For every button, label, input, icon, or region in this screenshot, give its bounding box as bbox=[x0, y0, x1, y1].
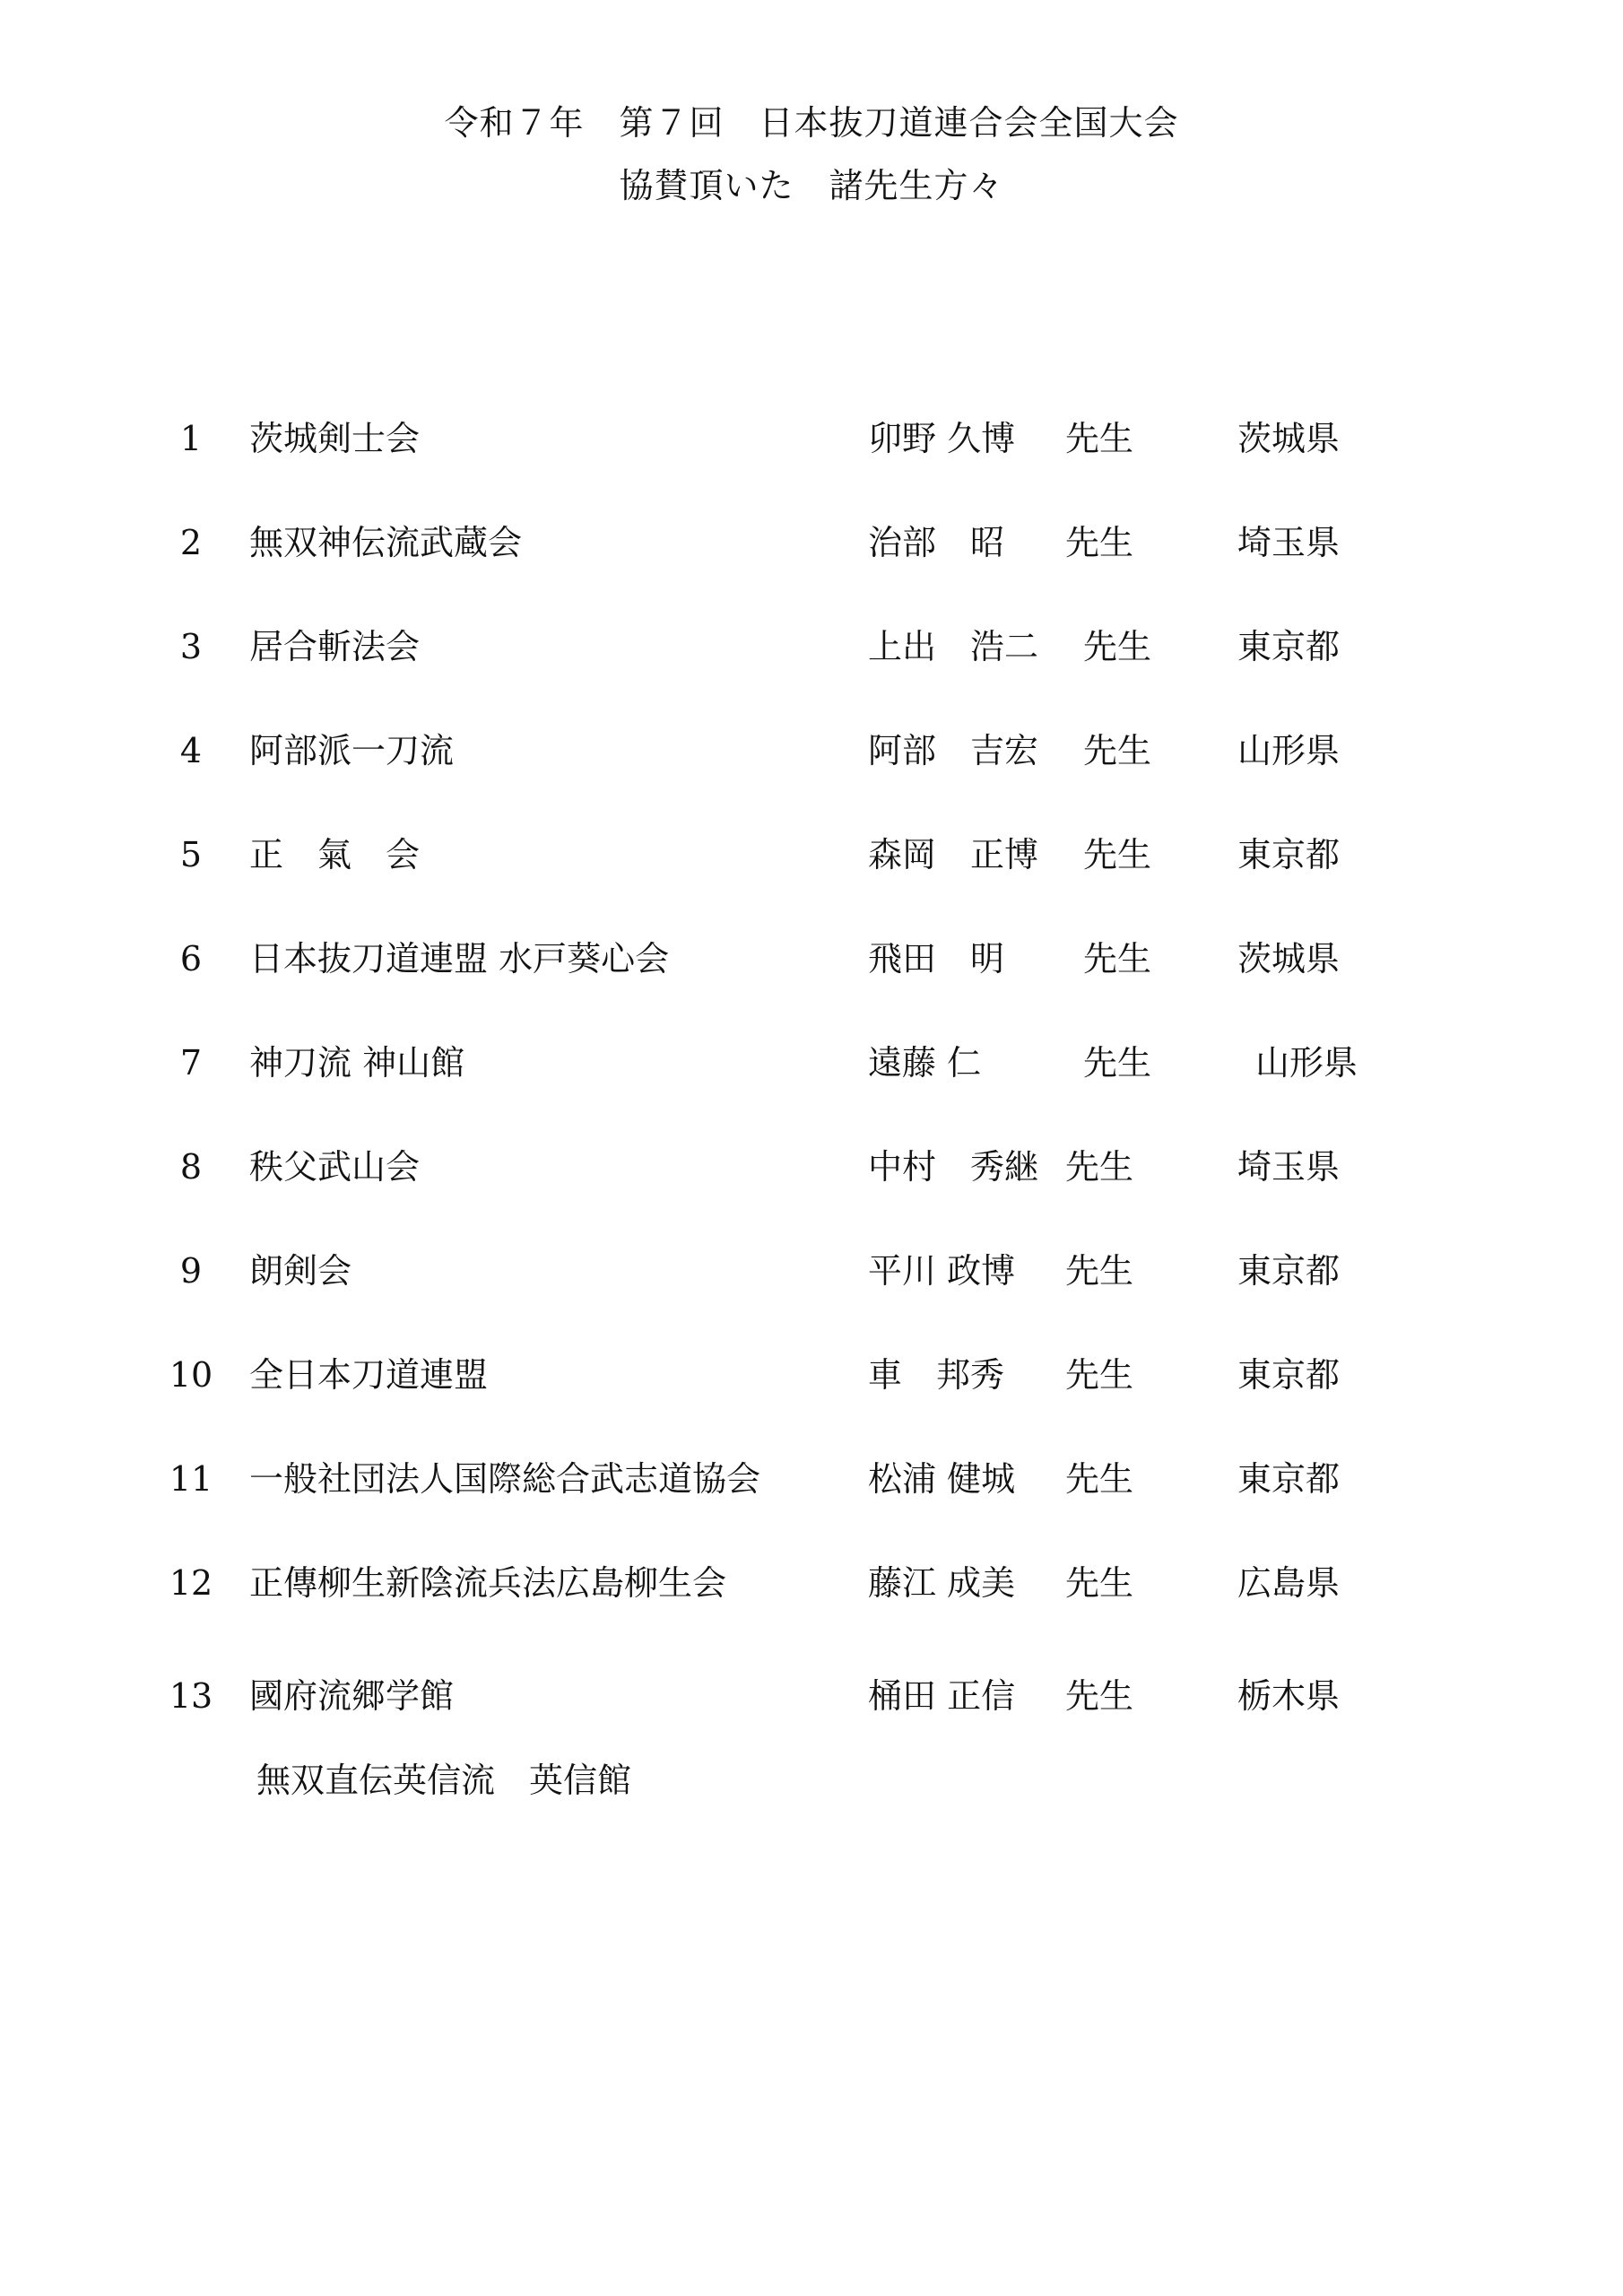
row-number: 2 bbox=[179, 523, 203, 562]
honorific: 先生 bbox=[1083, 835, 1152, 874]
organization-name: 阿部派一刀流 bbox=[249, 731, 455, 770]
teacher-name: 飛田 明 bbox=[868, 939, 1005, 978]
row-number: 3 bbox=[179, 627, 203, 666]
sponsor-row bbox=[0, 835, 1623, 883]
sponsor-row bbox=[0, 731, 1623, 778]
row-number: 5 bbox=[179, 835, 203, 874]
row-number: 7 bbox=[179, 1043, 203, 1083]
sponsor-row bbox=[0, 1563, 1623, 1611]
organization-name: 日本抜刀道連盟 水戸葵心会 bbox=[249, 939, 670, 978]
honorific: 先生 bbox=[1065, 1563, 1134, 1603]
prefecture: 埼玉県 bbox=[1237, 523, 1341, 562]
organization-name: 居合斬法会 bbox=[249, 627, 421, 666]
document-title: 令和７年 第７回 日本抜刀道連合会全国大会 bbox=[444, 103, 1179, 143]
teacher-name: 桶田 正信 bbox=[868, 1676, 1016, 1716]
sponsor-row bbox=[0, 419, 1623, 466]
honorific: 先生 bbox=[1065, 523, 1134, 562]
honorific: 先生 bbox=[1083, 939, 1152, 978]
teacher-name: 松浦 健城 bbox=[868, 1459, 1016, 1499]
prefecture: 東京都 bbox=[1237, 835, 1341, 874]
sponsor-row bbox=[0, 1459, 1623, 1507]
organization-name: 神刀流 神山館 bbox=[249, 1043, 465, 1083]
sponsor-row bbox=[0, 627, 1623, 674]
honorific: 先生 bbox=[1083, 1043, 1152, 1083]
prefecture: 山形県 bbox=[1255, 1043, 1358, 1083]
row-number: 11 bbox=[169, 1459, 213, 1499]
organization-name: 正 氣 会 bbox=[249, 835, 421, 874]
row-number: 8 bbox=[179, 1147, 203, 1187]
honorific: 先生 bbox=[1083, 731, 1152, 770]
organization-name: 全日本刀道連盟 bbox=[249, 1355, 489, 1395]
row-number: 12 bbox=[169, 1563, 213, 1603]
prefecture: 茨城県 bbox=[1237, 939, 1341, 978]
honorific: 先生 bbox=[1083, 627, 1152, 666]
organization-name: 秩父武山会 bbox=[249, 1147, 421, 1187]
teacher-name: 森岡 正博 bbox=[868, 835, 1039, 874]
teacher-name: 平川 政博 bbox=[868, 1251, 1016, 1291]
teacher-name: 藤江 成美 bbox=[868, 1563, 1016, 1603]
organization-name: 無双神伝流武蔵会 bbox=[249, 523, 523, 562]
row-number: 13 bbox=[169, 1676, 213, 1716]
prefecture: 山形県 bbox=[1237, 731, 1341, 770]
sponsor-row bbox=[0, 1251, 1623, 1299]
sponsor-row bbox=[0, 1676, 1623, 1724]
sponsor-row bbox=[0, 939, 1623, 987]
honorific: 先生 bbox=[1065, 1459, 1134, 1499]
organization-name-secondary: 無双直伝英信流 英信館 bbox=[256, 1761, 632, 1800]
organization-name: 一般社団法人国際総合武志道協会 bbox=[249, 1459, 761, 1499]
sponsor-row bbox=[0, 1355, 1623, 1403]
honorific: 先生 bbox=[1065, 1147, 1134, 1187]
row-number: 1 bbox=[179, 419, 203, 458]
teacher-name: 上出 浩二 bbox=[868, 627, 1039, 666]
prefecture: 東京都 bbox=[1237, 1355, 1341, 1395]
sponsor-row bbox=[0, 1147, 1623, 1195]
prefecture: 東京都 bbox=[1237, 627, 1341, 666]
prefecture: 東京都 bbox=[1237, 1251, 1341, 1291]
teacher-name: 治部 昭 bbox=[868, 523, 1005, 562]
teacher-name: 車 邦秀 bbox=[868, 1355, 1005, 1395]
honorific: 先生 bbox=[1065, 419, 1134, 458]
organization-name: 正傳柳生新陰流兵法広島柳生会 bbox=[249, 1563, 727, 1603]
document-subtitle: 協賛頂いた 諸先生方々 bbox=[619, 166, 1004, 205]
teacher-name: 卯野 久博 bbox=[868, 419, 1016, 458]
teacher-name: 中村 秀継 bbox=[868, 1147, 1039, 1187]
sponsor-row bbox=[0, 523, 1623, 570]
teacher-name: 遠藤 仁 bbox=[868, 1043, 982, 1083]
prefecture: 茨城県 bbox=[1237, 419, 1341, 458]
honorific: 先生 bbox=[1065, 1355, 1134, 1395]
row-number: 10 bbox=[169, 1355, 213, 1395]
organization-name: 茨城剣士会 bbox=[249, 419, 421, 458]
teacher-name: 阿部 吉宏 bbox=[868, 731, 1039, 770]
row-number: 9 bbox=[179, 1251, 203, 1291]
prefecture: 栃木県 bbox=[1237, 1676, 1341, 1716]
prefecture: 埼玉県 bbox=[1237, 1147, 1341, 1187]
honorific: 先生 bbox=[1065, 1676, 1134, 1716]
sponsor-row bbox=[0, 1043, 1623, 1091]
organization-name: 國府流郷学館 bbox=[249, 1676, 455, 1716]
organization-name: 朗剣会 bbox=[249, 1251, 352, 1291]
prefecture: 東京都 bbox=[1237, 1459, 1341, 1499]
row-number: 6 bbox=[179, 939, 203, 978]
row-number: 4 bbox=[179, 731, 203, 770]
honorific: 先生 bbox=[1065, 1251, 1134, 1291]
prefecture: 広島県 bbox=[1237, 1563, 1341, 1603]
